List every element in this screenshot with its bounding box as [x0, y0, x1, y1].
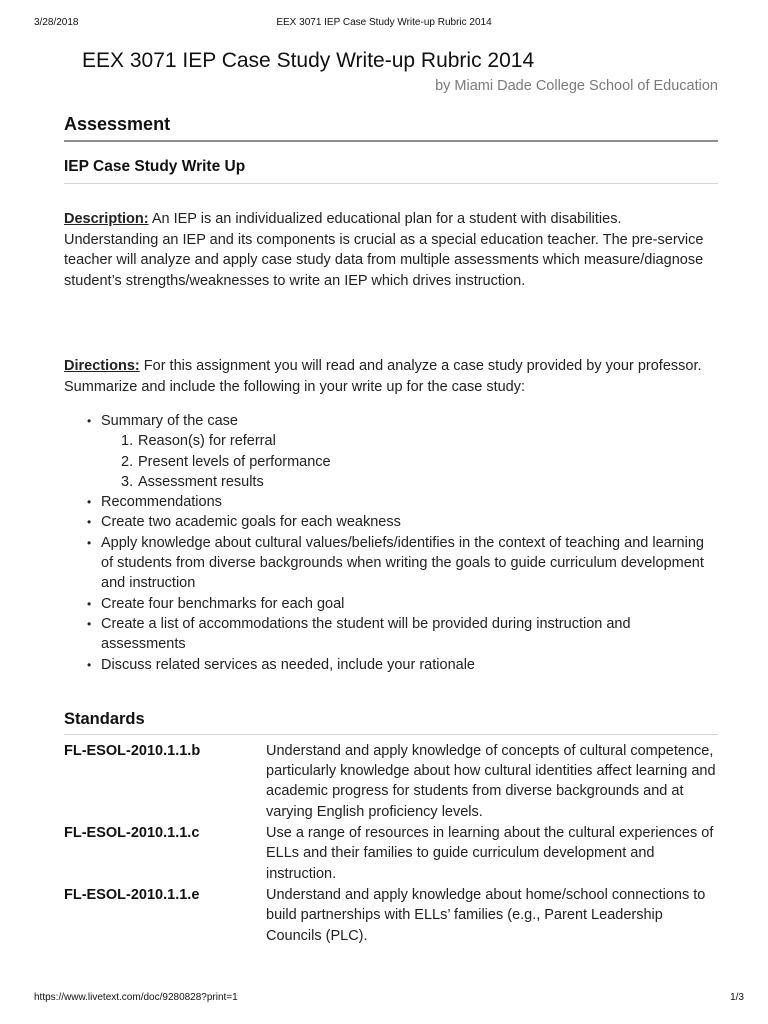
list-item: • Create four benchmarks for each goal — [101, 594, 718, 614]
sublist-number: 2. — [121, 453, 134, 470]
assessment-subheading: IEP Case Study Write Up — [64, 156, 718, 184]
sublist-text: Assessment results — [138, 473, 264, 490]
list-item: • Discuss related services as needed, include your rationale — [101, 655, 718, 675]
requirements-list — [64, 411, 718, 675]
sublist-text: Present levels of performance — [138, 453, 331, 470]
sublist-item — [121, 452, 718, 472]
print-url: https://www.livetext.com/doc/9280828?print=1 — [34, 992, 238, 1003]
list-item-text: Summary of the case — [101, 413, 238, 429]
document-title: EEX 3071 IEP Case Study Write-up Rubric 2014 — [82, 49, 535, 72]
sublist-item — [121, 431, 718, 451]
list-item — [101, 411, 718, 492]
sublist-number: 3. — [121, 473, 134, 490]
standard-code: FL-ESOL-2010.1.1.e — [64, 886, 200, 903]
directions-paragraph — [64, 356, 718, 397]
directions-label: Directions: — [64, 358, 140, 374]
description-text: An IEP is an individualized educational plan for a student with disabilities. Understanding an IEP and its components is crucial as a special education teacher. The pre-service teacher will analyze and apply case study data from multiple assessments which measure/diagnose student’s strengths/weaknesses to write an IEP which drives instruction. — [64, 211, 704, 289]
list-item: • Create two academic goals for each weakness — [101, 512, 718, 532]
list-item: • Create a list of accommodations the student will be provided during instruction and assessments — [101, 614, 718, 655]
print-page-number: 1/3 — [730, 992, 744, 1003]
description-paragraph — [64, 209, 718, 291]
document — [64, 46, 718, 947]
standard-description: Use a range of resources in learning about the cultural experiences of ELLs and their families to guide curriculum development and instruction. — [266, 825, 714, 882]
sublist-text: Reason(s) for referral — [138, 433, 276, 450]
standard-description: Understand and apply knowledge of concepts of cultural competence, particularly knowledge about how cultural identities affect learning and academic progress for students from diverse backgrounds and at varying English proficiency levels. — [266, 742, 716, 820]
list-item: • Apply knowledge about cultural values/beliefs/identifies in the context of teaching and learning of students from diverse backgrounds when writing the goals to guide curriculum development and instruction — [101, 533, 718, 594]
standard-code: FL-ESOL-2010.1.1.c — [64, 825, 200, 842]
directions-text: For this assignment you will read and analyze a case study provided by your professor. Summarize and include the following in your write up for the case study: — [64, 358, 702, 395]
document-byline: by Miami Dade College School of Education — [435, 78, 718, 94]
sublist-number: 1. — [121, 433, 134, 450]
standard-description: Understand and apply knowledge about home/school connections to build partnerships with ELLs’ families (e.g., Parent Leadership Councils (PLC). — [266, 886, 706, 944]
table-row — [64, 823, 718, 885]
list-item: • Recommendations — [101, 492, 718, 512]
print-title: EEX 3071 IEP Case Study Write-up Rubric 2014 — [276, 17, 492, 28]
sublist-item — [121, 472, 718, 492]
print-date: 3/28/2018 — [34, 17, 79, 28]
standards-heading: Standards — [64, 708, 718, 735]
description-label: Description: — [64, 211, 149, 227]
standard-code: FL-ESOL-2010.1.1.b — [64, 742, 201, 759]
table-row — [64, 885, 718, 947]
assessment-heading: Assessment — [64, 112, 718, 142]
table-row — [64, 741, 718, 823]
standards-table — [64, 741, 718, 947]
summary-sublist — [101, 431, 718, 492]
